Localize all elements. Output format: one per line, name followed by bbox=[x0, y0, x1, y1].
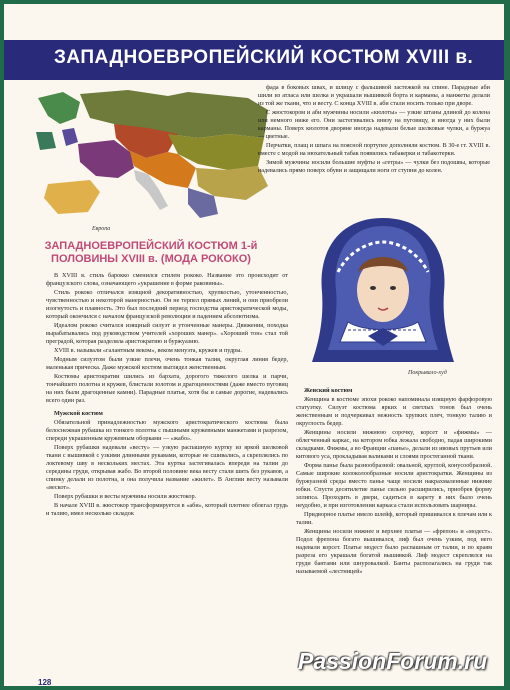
paragraph: Идеалом рококо считался изящный силуэт и утонченные манеры. Движения, походка вырабатывались под руководством учителей «хороших манер». «Хороший тон» стал той преградой, которая разделяла аристократию и буржуазию. bbox=[46, 322, 288, 345]
page-title: ЗАПАДНОЕВРОПЕЙСКИЙ КОСТЮМ XVIII в. bbox=[54, 47, 474, 68]
paragraph: Придворное платье имело шлейф, который пришивался к плечам или к талии. bbox=[296, 511, 492, 526]
title-band bbox=[4, 40, 504, 80]
section-subheading: ЗАПАДНОЕВРОПЕЙСКИЙ КОСТЮМ 1-й ПОЛОВИНЫ XVIII в. (МОДА РОКОКО) bbox=[44, 240, 258, 265]
paragraph: фада в боковых швах, и шлицу с фальшивой застежкой на спине. Парадные аби шили из атласа или шелка и украшали вышивкой борта и карманы, а манжеты делали из той же ткани, что и весту. С конца XVIII в. аби стали носить только при дворе. bbox=[258, 84, 490, 107]
paragraph: Поверх рубашки и весты мужчины носили жюстокор. bbox=[54, 493, 197, 500]
section-heading-men: Мужской костюм bbox=[54, 410, 103, 417]
book-page bbox=[4, 4, 504, 686]
page-number: 128 bbox=[38, 678, 52, 686]
paragraph: Модным силуэтом были узкие плечи, очень тонкая талия, округлая линия бедер, маленькая прическа. Даже мужской костюм выглядел женственным. bbox=[46, 356, 288, 371]
paragraph: В начале XVIII в. жюстокор трансформируется в «аби», который плотнее облегал грудь и талию, имел несколько складок bbox=[46, 502, 288, 517]
watermark: PassionForum.ru bbox=[298, 648, 488, 674]
left-column bbox=[46, 272, 288, 664]
section-heading-women: Женский костюм bbox=[304, 387, 353, 394]
europe-map-image bbox=[18, 88, 280, 224]
right-bottom-column bbox=[296, 382, 492, 670]
portrait-caption: Покрывало-худ bbox=[408, 370, 447, 376]
paragraph: Форма панье была разнообразной: овальной, круглой, конусообразной. Самые широкие колоколообразные носили аристократки. Женщины из буржуазной среды вместо панье чаще носили накрахмаленные нижние юбки. Спустя десятилетие панье сильно расширились, приобрев форму эллипса. Проходить в двери, садиться в карету в них было очень неудобно, и при изготовлении каркаса стали использовать шарниры. bbox=[296, 462, 492, 509]
paragraph: С жюстокором и аби мужчины носили «кюлоты» — узкие штаны длиной до колена или немного ниже его. Они застегивались внизу на пуговицу, и иногда у них были карманы. Поверх кюлотов дворяне иногда надевали белые шелковые чулки, а буржуа — цветные. bbox=[258, 109, 490, 140]
paragraph: Женщины носили нижнюю сорочку, корсет и «фижмы» — облегченный каркас, на котором юбка лежала свободно, падая широкими складками. Фижмы, а во Франции «панье», делали из ивовых прутьев или китового уса, прокладывая валиками и слоями простеганной ткани. bbox=[296, 429, 492, 460]
paragraph: Обязательной принадлежностью мужского аристократического костюма была белоснежная рубашка из тонкого полотна с пышными кружевными манжетами и разрезом, спереди украшенным кружевным оборками — «жабо». bbox=[46, 419, 288, 442]
woman-hood-illustration bbox=[308, 212, 458, 364]
paragraph: Перчатки, плащ и шпага на поясной портупее дополняли костюм. В 30-е гг. XVIII в. вместе с модой на нюхательный табак появились табакерки и табакотерки. bbox=[258, 142, 490, 157]
paragraph: Женщины носили нижнее и верхнее платья — «фрепон» и «модест». Подол фрепона богато вышивался, лиф был очень узким, под него надевали корсет. Платье модест было распашным от талии, и по краям разреза его украшали богатой вышивкой. Лиф модест скреплялся на груди бантами или шнуровалкой. Банты располагались на груди так называемой «лестницей» bbox=[296, 528, 492, 575]
paragraph: XVIII в. называли «галантным веком», веком менуэта, кружев и пудры. bbox=[54, 347, 242, 354]
map-caption: Европа bbox=[92, 226, 111, 232]
paragraph: Женщина в костюме эпохи рококо напоминала изящную фарфоровую статуэтку. Силуэт костюма ярких и светлых тонов был очень женственным и подчеркивал нежность хрупких плеч, тонкую талию и округлость бедер. bbox=[296, 396, 492, 427]
paragraph: Поверх рубашки надевали «весту» — узкую распашную куртку из яркой шелковой ткани с вышивкой с узкими длинными рукавами, которые не сшивались, а скреплялись по локтевому шву в нескольких местах. Эта куртка застегивалась впереди на талии до середины груди, открывая жабо. Во второй половине века весту стали шить без рукавов, а спинку делали из полотна, и она получила название «жилет». В Англии весту называли «вескот». bbox=[46, 444, 288, 491]
paragraph: В XVIII в. стиль барокко сменился стилем рококо. Название это происходит от французского слова, означающего «украшение в форме раковины». bbox=[46, 272, 288, 287]
paragraph: Костюмы аристократии шились из бархата, дорогого тяжелого шелка и парчи, тончайшего полотна и кружев, блистали золотом и драгоценностями (даже вместо пуговиц на них были драгоценные камни). Парадные платья, хотя бы и самые дорогие, надевались всего один раз. bbox=[46, 373, 288, 404]
paragraph: Стиль рококо отличался изящной декоративностью, хрупкостью, утонченностью, чувственностью и некоторой манерностью. Он не терпел прямых линий, и они приобрели изогнутость и плавность. Это был последний период господства аристократической моды, который окончился с началом французской революции и падением абсолютизма. bbox=[46, 289, 288, 320]
paragraph: Зимой мужчины носили большие муфты и «гетры» — чулки без подошвы, которые надевались прямо поверх обуви и защищали ноги от ступни до колен. bbox=[258, 159, 490, 174]
